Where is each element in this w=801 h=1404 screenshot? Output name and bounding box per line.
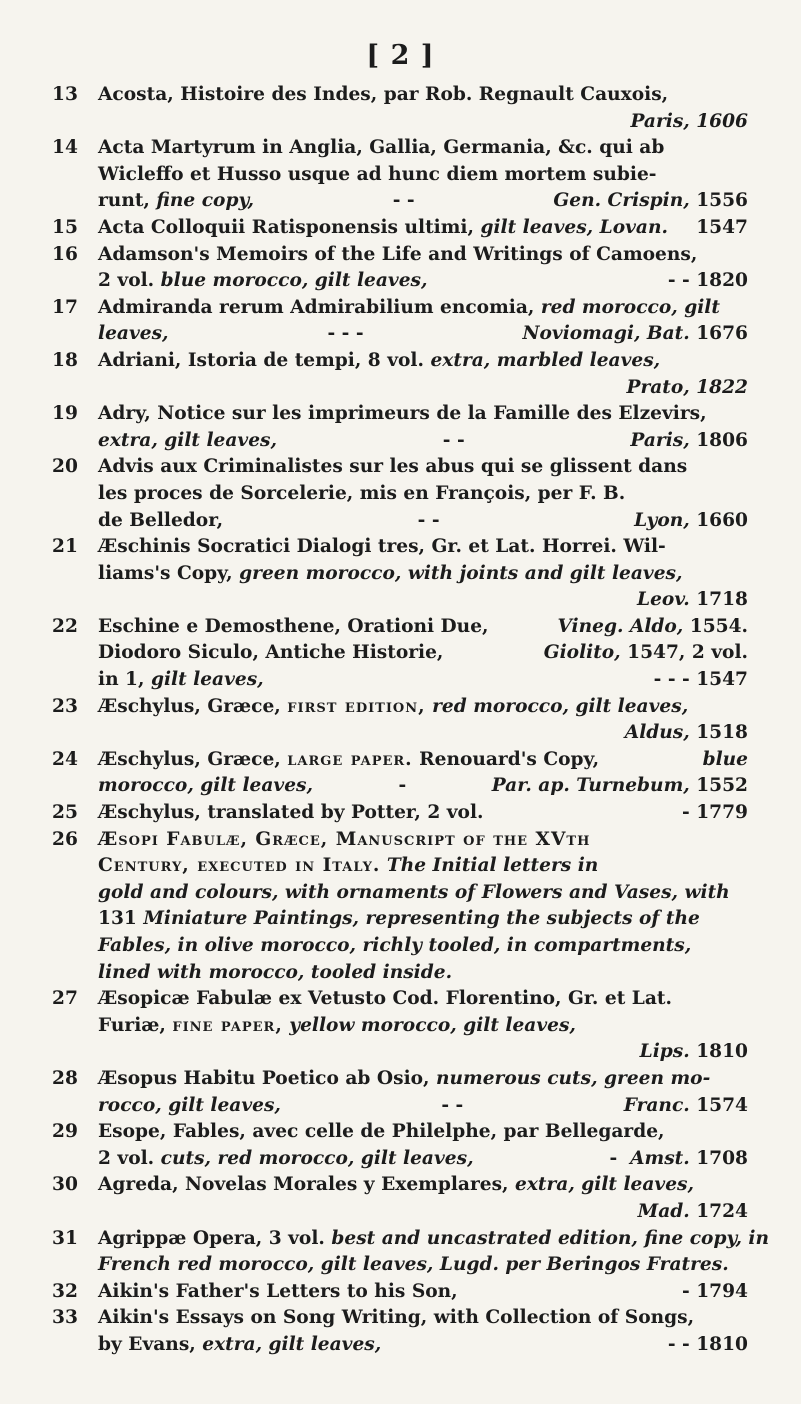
entry-text: Wicleffo et Husso usque ad hunc diem mortem subie-	[98, 163, 657, 185]
entry-number: 31	[52, 1227, 78, 1249]
entry-imprint: Gen. Crispin,	[553, 190, 690, 212]
entry-imprint: Prato, 1822	[626, 376, 748, 398]
entry-text-part: Acta Colloquii Ratisponensis ultimi,	[98, 216, 474, 238]
entry-binding: rocco, gilt leaves,	[98, 1094, 281, 1116]
entry-text-part: Æschylus, Græce,	[98, 748, 281, 770]
entry-text-part: Æsopus Habitu Poetico ab Osio,	[98, 1067, 430, 1089]
entry-year: - 1794	[682, 1280, 748, 1302]
list-item	[52, 800, 748, 827]
entry-binding: green morocco, with joints and gilt leaves,	[239, 562, 683, 584]
entry-text-part: 131	[98, 908, 137, 930]
entry-text: Adry, Notice sur les imprimeurs de la Famille des Elzevirs,	[98, 403, 707, 425]
entry-binding: red morocco, gilt leaves,	[432, 695, 689, 717]
entry-description: The Initial letters in	[386, 855, 599, 877]
entry-number: 20	[52, 456, 78, 478]
entry-dash: -	[398, 775, 407, 797]
entry-year: 1718	[696, 589, 748, 611]
entry-binding: extra, marbled leaves,	[430, 349, 661, 371]
entry-text	[98, 188, 748, 215]
list-item	[52, 827, 748, 987]
entry-binding: morocco, gilt leaves,	[98, 775, 313, 797]
entry-imprint: Franc.	[623, 1094, 690, 1116]
entry-imprint: Mad.	[637, 1200, 690, 1222]
entry-imprint: Lyon,	[634, 509, 690, 531]
entry-imprint: Leov.	[637, 589, 690, 611]
entry-edition: large paper.	[287, 748, 413, 770]
list-item	[52, 986, 748, 1066]
entry-text	[98, 109, 748, 136]
entry-text-part: by Evans,	[98, 1333, 196, 1355]
entry-text: les proces de Sorcelerie, mis en François, per F. B.	[98, 482, 626, 504]
entry-imprint: Paris,	[630, 429, 690, 451]
entry-dash: - -	[442, 429, 465, 451]
list-item	[52, 401, 748, 454]
entry-text-part: Agrippæ Opera, 3 vol.	[98, 1227, 325, 1249]
entry-number: 19	[52, 403, 78, 425]
entry-imprint: Giolito,	[543, 642, 621, 664]
entry-year: - - 1820	[667, 270, 748, 292]
entry-edition: first edition,	[287, 695, 426, 717]
list-item	[52, 534, 748, 614]
entry-text-part: 2 vol.	[98, 270, 155, 292]
entry-year: 1518	[696, 722, 748, 744]
entry-text-part: Aikin's Father's Letters to his Son,	[98, 1280, 458, 1302]
entry-text-part: Renouard's Copy,	[419, 748, 600, 770]
entry-imprint: Amst.	[630, 1147, 690, 1169]
entry-text-part: Eschine e Demosthene, Orationi Due,	[98, 615, 489, 637]
entry-text: Æsopicæ Fabulæ ex Vetusto Cod. Florentino, Gr. et Lat.	[98, 988, 672, 1010]
entry-number: 23	[52, 695, 78, 717]
entry-number: 28	[52, 1067, 78, 1089]
list-item	[52, 295, 748, 348]
entry-description: lined with morocco, tooled inside.	[98, 961, 453, 983]
entry-binding: red morocco, gilt	[540, 296, 720, 318]
entry-binding: extra, gilt leaves,	[515, 1174, 695, 1196]
entry-number: 29	[52, 1121, 78, 1143]
entry-text-part: Diodoro Siculo, Antiche Historie,	[98, 642, 444, 664]
entry-edition: fine paper,	[172, 1014, 283, 1036]
entry-binding: gilt leaves, Lovan.	[480, 216, 668, 238]
list-item	[52, 348, 748, 401]
entry-text-part: in 1,	[98, 669, 145, 691]
entry-year: 1660	[696, 509, 748, 531]
entry-text: Advis aux Criminalistes sur les abus qui se glissent dans	[98, 456, 688, 478]
entry-text: Acta Martyrum in Anglia, Gallia, Germania, &c. qui ab	[98, 137, 665, 159]
list-item	[52, 215, 748, 242]
entry-binding: cuts, red morocco, gilt leaves,	[160, 1147, 474, 1169]
entry-description: Fables, in olive morocco, richly tooled, in compartments,	[98, 935, 692, 956]
entry-text: Esope, Fables, avec celle de Philelphe, par Bellegarde,	[98, 1121, 665, 1143]
entry-number: 33	[52, 1307, 78, 1329]
entry-number: 14	[52, 137, 78, 159]
entry-imprint: Aldus,	[624, 722, 690, 744]
entry-dash: - -	[441, 1094, 464, 1116]
list-item	[52, 614, 748, 694]
entry-text-part: Furiæ,	[98, 1014, 166, 1036]
entry-number: 18	[52, 349, 78, 371]
entry-number: 17	[52, 296, 78, 318]
entry-binding: yellow morocco, gilt leaves,	[289, 1014, 576, 1036]
entry-year: - - - 1547	[653, 669, 748, 691]
list-item	[52, 1279, 748, 1306]
list-item	[52, 1305, 748, 1358]
entry-text	[98, 508, 748, 535]
entry-year: 1810	[696, 1041, 748, 1063]
entry-text-part: liams's Copy,	[98, 562, 233, 584]
list-item	[52, 1172, 748, 1225]
entry-number: 15	[52, 216, 78, 238]
page-number: [ 2 ]	[366, 40, 435, 71]
entry-text: Aikin's Essays on Song Writing, with Collection of Songs,	[98, 1307, 695, 1329]
entry-description: gold and colours, with ornaments of Flowers and Vases, with	[98, 881, 730, 903]
entry-text	[98, 268, 748, 295]
entry-year: - 1779	[682, 802, 748, 824]
entry-binding: extra, gilt leaves,	[98, 429, 278, 451]
entry-year: 1724	[696, 1200, 748, 1222]
entry-binding: numerous cuts, green mo-	[436, 1067, 711, 1089]
entry-text-part: Century, executed in Italy.	[98, 855, 381, 877]
entry-text-part: 2 vol.	[98, 1147, 155, 1169]
list-item	[52, 82, 748, 135]
entry-imprint: Par. ap. Turnebum,	[491, 775, 690, 797]
entry-imprint: Noviomagi, Bat.	[522, 323, 690, 345]
entry-binding: extra, gilt leaves,	[202, 1333, 382, 1355]
entry-text-part: Æschylus, translated by Potter, 2 vol.	[98, 802, 484, 824]
list-item	[52, 694, 748, 747]
entry-year: 1556	[696, 190, 748, 212]
entry-number: 30	[52, 1174, 78, 1196]
entry-binding: French red morocco, gilt leaves, Lugd. per Beringos Fratres.	[98, 1254, 729, 1276]
entry-number: 24	[52, 748, 78, 770]
entry-number: 32	[52, 1280, 78, 1302]
entry-text: Æsopi Fabulæ, Græce, Manuscript of the XVth	[98, 828, 591, 850]
entry-text-part: Admiranda rerum Admirabilium encomia,	[98, 296, 535, 318]
entry-binding: blue morocco, gilt leaves,	[160, 270, 428, 292]
entry-dash: - -	[417, 509, 440, 531]
entry-description: Miniature Paintings, representing the subjects of the	[143, 908, 700, 930]
entry-year: - - 1810	[667, 1333, 748, 1355]
entry-number: 13	[52, 84, 78, 105]
entry-number: 22	[52, 615, 78, 637]
entry-year: 1806	[696, 429, 748, 451]
entry-text-part: Adriani, Istoria de tempi, 8 vol.	[98, 349, 424, 371]
entry-text: Adamson's Memoirs of the Life and Writings of Camoens,	[98, 243, 698, 265]
entry-text: Æschinis Socratici Dialogi tres, Gr. et Lat. Horrei. Wil-	[98, 536, 666, 558]
entry-year: 1574	[696, 1094, 748, 1116]
entry-text-part: runt,	[98, 190, 150, 212]
entries-list	[52, 82, 769, 1359]
entry-text: Acosta, Histoire des Indes, par Rob. Regnault Cauxois,	[98, 84, 669, 105]
entry-text-part: de Belledor,	[98, 509, 224, 531]
entry-dash: - -	[392, 190, 415, 212]
list-item	[52, 1066, 748, 1119]
list-item	[52, 242, 748, 295]
entry-year: 1547, 2 vol.	[627, 642, 748, 664]
list-item	[52, 135, 748, 215]
entry-number: 25	[52, 802, 78, 824]
entry-text	[98, 428, 748, 455]
entry-year: 1547	[696, 216, 748, 238]
entry-dash: -	[609, 1147, 618, 1169]
list-item	[52, 747, 748, 800]
entry-number: 16	[52, 243, 78, 265]
list-item	[52, 1119, 748, 1172]
entry-text-part: Agreda, Novelas Morales y Exemplares,	[98, 1174, 509, 1196]
entry-binding: fine copy,	[156, 190, 254, 212]
list-item	[52, 454, 748, 534]
entry-binding: gilt leaves,	[150, 669, 264, 691]
entry-year: 1554.	[689, 615, 748, 637]
entry-dash: - - -	[327, 323, 364, 345]
entry-imprint: Paris, 1606	[630, 110, 748, 132]
entry-imprint: Vineg. Aldo,	[557, 615, 684, 637]
entry-text-part: Æschylus, Græce,	[98, 695, 281, 717]
entry-year: 1708	[696, 1147, 748, 1169]
entry-binding: leaves,	[98, 323, 169, 345]
list-item	[52, 1226, 769, 1279]
entry-text	[98, 321, 748, 348]
entry-year: 1552	[696, 775, 748, 797]
entry-binding: blue	[702, 748, 748, 770]
entry-number: 27	[52, 988, 78, 1010]
entry-text	[98, 215, 748, 242]
entry-year: 1676	[696, 323, 748, 345]
entry-imprint: Lips.	[639, 1041, 690, 1063]
entry-number: 26	[52, 828, 78, 850]
entry-binding: best and uncastrated edition, fine copy, in	[331, 1227, 769, 1249]
entry-number: 21	[52, 536, 78, 558]
